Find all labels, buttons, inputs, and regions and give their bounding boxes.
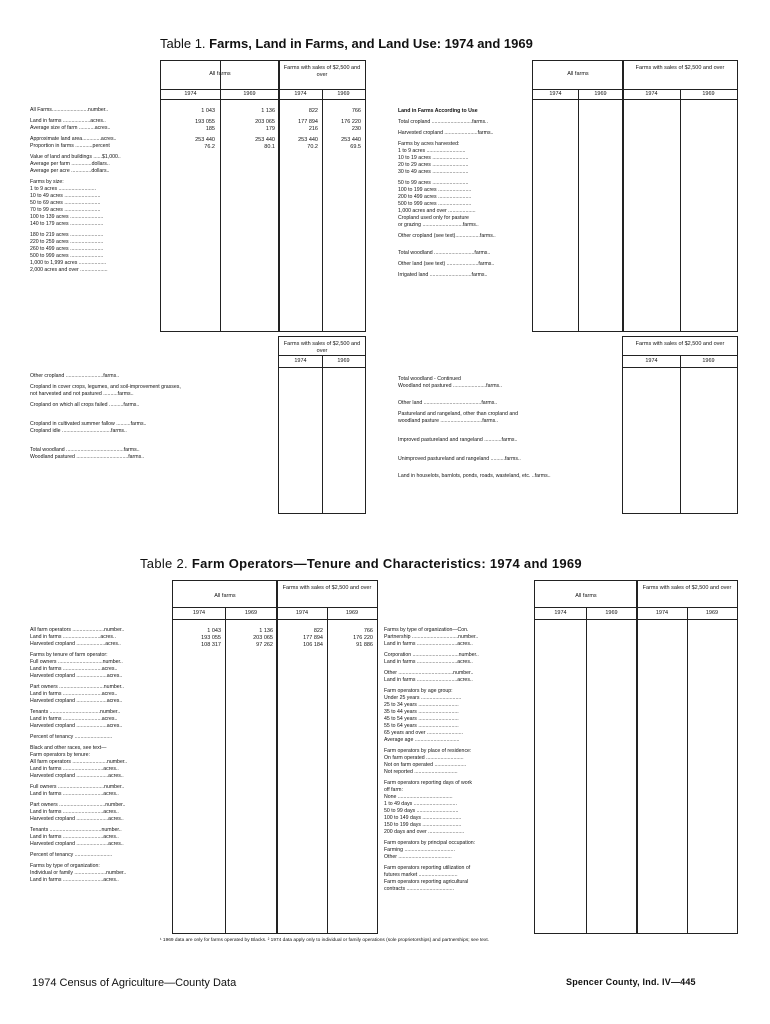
t1-row-label: Average per farm ..............dollars.. bbox=[30, 161, 110, 167]
footer-page-id: Spencer County, Ind. IV—445 bbox=[566, 977, 696, 987]
t1-row-label: Average size of farm ...........acres.. bbox=[30, 125, 111, 131]
t2-row-label: Part owners ...............................number.. bbox=[30, 684, 124, 690]
table2-prefix: Table 2. bbox=[140, 556, 188, 571]
t1-mid-label: Pastureland and rangeland, other than cropland and bbox=[398, 411, 518, 417]
t1-mid-label: 1 to 9 acres ........................... bbox=[398, 148, 466, 154]
t1-mid-label: Improved pastureland and rangeland ............farms.. bbox=[398, 437, 518, 443]
t2-row-label: Land in farms ............................acres.. bbox=[30, 877, 119, 883]
t2-row-label: Land in farms ............................acres.. bbox=[30, 809, 119, 815]
t2-mid-label: 200 days and over ......................... bbox=[384, 829, 465, 835]
t2-mid-label: 45 to 54 years ............................ bbox=[384, 716, 459, 722]
t1-row-label: 2,000 acres and over ................... bbox=[30, 267, 108, 273]
t1-row-label: Other cropland ..........................farms.. bbox=[30, 373, 120, 379]
footer-publication-title: 1974 Census of Agriculture—County Data bbox=[32, 977, 237, 989]
t2-row-label: Harvested cropland .....................acres.. bbox=[30, 673, 123, 679]
t1-sales-header: Farms with sales of $2,500 and over bbox=[283, 65, 361, 78]
t2-value: 106 184 bbox=[303, 642, 323, 648]
t2-row-label: Percent of tenancy .......................... bbox=[30, 852, 113, 858]
t1-row-label: Total woodland ........................................farms.. bbox=[30, 447, 140, 453]
table1-main-title: Farms, Land in Farms, and Land Use: 1974 and 1969 bbox=[209, 36, 533, 51]
t2-mid-label: 150 to 199 days ........................... bbox=[384, 822, 462, 828]
t2-value: 1 136 bbox=[259, 628, 273, 634]
t1-sales-panel-lower bbox=[278, 336, 366, 514]
t1-mid-label: woodland pasture .............................farms.. bbox=[398, 418, 499, 424]
t1-mid-label: Total cropland ............................farms.. bbox=[398, 119, 488, 125]
t1-row-label: not harvested and not pastured ..........farms.. bbox=[30, 391, 134, 397]
t1-row-label: Cropland on which all crops failed ..........farms.. bbox=[30, 402, 140, 408]
t2-mid-label: 65 years and over ......................... bbox=[384, 730, 463, 736]
t2-mid-label: Farm operators by age group: bbox=[384, 688, 453, 694]
t2-value: 822 bbox=[313, 628, 323, 634]
t2-row-label: Harvested cropland ......................acres.. bbox=[30, 773, 124, 779]
table1-mid-labels bbox=[398, 108, 496, 279]
t2-value: 91 886 bbox=[356, 642, 373, 648]
t1-row-label: 1 to 9 acres .......................... bbox=[30, 186, 97, 192]
t1-value: 253 440 bbox=[195, 137, 215, 143]
t1-value: 253 440 bbox=[341, 137, 361, 143]
t1-mid-label: Other land ........................................farms.. bbox=[398, 400, 498, 406]
t1-sales-year-1974-lower: 1974 bbox=[294, 358, 307, 364]
t2-row-label: Land in farms ...........................acres.. bbox=[30, 691, 118, 697]
t2-row-label: All farm operators ......................number.. bbox=[30, 627, 125, 633]
t1-right-sales-year-1969-lower: 1969 bbox=[702, 358, 715, 364]
t2-mid-label: 55 to 64 years ............................ bbox=[384, 723, 459, 729]
t2-mid-label: 25 to 34 years ............................ bbox=[384, 702, 459, 708]
t2-mid-label: Farm operators by principal occupation: bbox=[384, 840, 476, 846]
t1-mid-label: Other cropland (see text).................farms.. bbox=[398, 233, 496, 239]
t2-row-label: Harvested cropland .....................acres.. bbox=[30, 723, 123, 729]
t2-row-label: Land in farms ...........................acres.. bbox=[30, 666, 118, 672]
t1-value: 176 220 bbox=[341, 119, 361, 125]
t1-value: 179 bbox=[265, 126, 275, 132]
t1-row-label: Average per acre ..............dollars.. bbox=[30, 168, 110, 174]
t1-mid-label: Total woodland - Continued bbox=[398, 376, 461, 382]
t1-right-sales-panel bbox=[622, 60, 738, 332]
table1-prefix: Table 1. bbox=[160, 36, 206, 51]
t1-row-label: 100 to 139 acres ....................... bbox=[30, 214, 104, 220]
t2-value: 176 220 bbox=[353, 635, 373, 641]
t2-mid-label: 1 to 49 days .............................. bbox=[384, 801, 457, 807]
t2-sales-panel bbox=[276, 580, 378, 934]
t1-value: 253 440 bbox=[298, 137, 318, 143]
t2-mid-label: Average age ............................... bbox=[384, 737, 460, 743]
t2-all-farms-panel bbox=[172, 580, 278, 934]
t2-value: 193 055 bbox=[201, 635, 221, 641]
t1-row-label: Value of land and buildings ......$1,000.. bbox=[30, 154, 121, 160]
t2-right-sales-panel bbox=[636, 580, 738, 934]
t1-sales-year-1969-lower: 1969 bbox=[337, 358, 350, 364]
t2-row-label: Harvested cropland ......................acres.. bbox=[30, 841, 124, 847]
t2-sales-year-1969: 1969 bbox=[345, 610, 359, 616]
t2-year-1969: 1969 bbox=[244, 610, 258, 616]
t2-row-label: Full owners ...............................number.. bbox=[30, 659, 123, 665]
t2-mid-label: 100 to 149 days ........................... bbox=[384, 815, 462, 821]
t1-sales-panel bbox=[278, 60, 366, 332]
t1-row-label: Woodland pastured ....................................farms.. bbox=[30, 454, 145, 460]
t1-sales-year-1974: 1974 bbox=[294, 91, 307, 97]
t1-mid-label: Cropland used only for pasture bbox=[398, 215, 469, 221]
t2-mid-label: Farming ................................... bbox=[384, 847, 455, 853]
t2-mid-label: Other ......................................number.. bbox=[384, 670, 474, 676]
t1-value: 177 894 bbox=[298, 119, 318, 125]
t1-row-label: 1,000 to 1,999 acres ................... bbox=[30, 260, 107, 266]
t1-value: 822 bbox=[308, 108, 318, 114]
t1-row-label: 180 to 219 acres ....................... bbox=[30, 232, 104, 238]
t2-row-label: Harvested cropland ......................acres.. bbox=[30, 816, 124, 822]
t2-mid-label: On farm operated .......................... bbox=[384, 755, 464, 761]
table1-mid-labels-lower bbox=[398, 376, 551, 480]
t1-row-label: 220 to 259 acres ....................... bbox=[30, 239, 104, 245]
t2-mid-label: Land in farms ............................acres.. bbox=[384, 677, 473, 683]
t1-mid-label: Other land (see text) ......................farms.. bbox=[398, 261, 495, 267]
t2-row-label: Land in farms ............................acres.. bbox=[30, 766, 119, 772]
t1-value: 76.2 bbox=[204, 144, 215, 150]
t1-value: 193 055 bbox=[195, 119, 215, 125]
t1-sales-header-lower: Farms with sales of $2,500 and over bbox=[283, 341, 361, 354]
t1-mid-label: 200 to 499 acres ....................... bbox=[398, 194, 472, 200]
t2-value: 766 bbox=[363, 628, 373, 634]
t1-all-farms-panel bbox=[160, 60, 280, 332]
t2-row-label: Full owners ................................number.. bbox=[30, 784, 125, 790]
t2-row-label: Land in farms ............................acres.. bbox=[30, 834, 119, 840]
t2-row-label: Part owners ................................number.. bbox=[30, 802, 126, 808]
t1-row-label: Proportion in farms ............percent bbox=[30, 143, 110, 149]
t1-mid-label: Total woodland ............................farms.. bbox=[398, 250, 491, 256]
t1-mid-label: 20 to 29 acres ......................... bbox=[398, 162, 469, 168]
t1-all-farms-header: All farms bbox=[209, 71, 231, 77]
t2-row-label: Land in farms ..........................acres.. bbox=[30, 634, 116, 640]
t2-mid-label: Other ..................................... bbox=[384, 854, 452, 860]
t2-mid-label: Not reported .............................. bbox=[384, 769, 458, 775]
t2-right-sales-year-1969: 1969 bbox=[705, 610, 719, 616]
t2-row-label: Black and other races, see text— bbox=[30, 745, 107, 751]
t1-value: 203 065 bbox=[255, 119, 275, 125]
t1-value: 216 bbox=[308, 126, 318, 132]
t1-value: 70.2 bbox=[307, 144, 318, 150]
t1-value: 80.1 bbox=[264, 144, 275, 150]
t1-row-label: Approximate land area.............acres.. bbox=[30, 136, 117, 142]
t2-row-label: Farms by type of organization: bbox=[30, 863, 100, 869]
t1-right-sales-year-1974: 1974 bbox=[645, 91, 658, 97]
table1-left-labels-lower bbox=[30, 373, 181, 461]
t2-mid-label: Land in farms ............................acres.. bbox=[384, 641, 473, 647]
footnote: ¹ 1969 data are only for farms operated by Blacks. ² 1974 data apply only to individual or family operations (sole proprietorships) and partnerships; see text. bbox=[160, 938, 490, 943]
t2-value: 1 043 bbox=[207, 628, 221, 634]
t1-row-label: 260 to 499 acres ....................... bbox=[30, 246, 104, 252]
t2-row-label: Individual or family ......................number.. bbox=[30, 870, 127, 876]
t2-row-label: Percent of tenancy .......................... bbox=[30, 734, 113, 740]
t2-value: 177 894 bbox=[303, 635, 323, 641]
t2-mid-label: Farm operators reporting days of work bbox=[384, 780, 472, 786]
t2-right-all-header: All farms bbox=[575, 593, 597, 599]
t1-row-label: 500 to 999 acres ....................... bbox=[30, 253, 104, 259]
t1-row-label: 140 to 179 acres ....................... bbox=[30, 221, 104, 227]
t1-mid-label: 500 to 999 acres ....................... bbox=[398, 201, 472, 207]
t1-right-year-1969: 1969 bbox=[594, 91, 607, 97]
t1-mid-label: 100 to 199 acres ....................... bbox=[398, 187, 472, 193]
t2-mid-label: Land in farms ............................acres.. bbox=[384, 659, 473, 665]
t1-value: 1 136 bbox=[261, 108, 275, 114]
t2-value: 203 065 bbox=[253, 635, 273, 641]
t2-mid-label: None ...................................... bbox=[384, 794, 453, 800]
t1-mid-label: Unimproved pastureland and rangeland ..........farms.. bbox=[398, 456, 521, 462]
t1-mid-label: 50 to 99 acres ......................... bbox=[398, 180, 469, 186]
t1-right-all-header: All farms bbox=[567, 71, 589, 77]
t2-mid-label: Farm operators reporting utilization of bbox=[384, 865, 471, 871]
table2-left-labels bbox=[30, 627, 127, 884]
t1-right-sales-year-1974-lower: 1974 bbox=[645, 358, 658, 364]
t1-row-label: Farms by size: bbox=[30, 179, 64, 185]
t2-mid-label: contracts ................................. bbox=[384, 886, 455, 892]
t2-mid-label: Not on farm operated ...................... bbox=[384, 762, 467, 768]
t2-mid-label: Farm operators by place of residence: bbox=[384, 748, 472, 754]
t2-mid-label: Partnership ................................number.. bbox=[384, 634, 479, 640]
t1-row-label: Cropland in cover crops, legumes, and soil-improvement grasses, bbox=[30, 384, 181, 390]
t1-row-label: Cropland idle ..................................farms.. bbox=[30, 428, 127, 434]
t1-right-all-panel bbox=[532, 60, 624, 332]
t1-row-label: 70 to 99 acres ......................... bbox=[30, 207, 101, 213]
t2-mid-label: 35 to 44 years ............................ bbox=[384, 709, 459, 715]
table1-title bbox=[160, 36, 533, 51]
t1-year-1974: 1974 bbox=[184, 91, 197, 97]
t1-mid-label: Farms by acres harvested: bbox=[398, 141, 460, 147]
t1-right-sales-panel-lower bbox=[622, 336, 738, 514]
t2-mid-label: Farm operators reporting agricultural bbox=[384, 879, 469, 885]
t1-row-label: 50 to 69 acres ......................... bbox=[30, 200, 101, 206]
t2-right-all-panel bbox=[534, 580, 638, 934]
t2-value: 97 262 bbox=[256, 642, 273, 648]
t1-mid-label: 1,000 acres and over ................... bbox=[398, 208, 476, 214]
t1-year-1969: 1969 bbox=[243, 91, 256, 97]
t2-mid-label: Farms by type of organization—Con. bbox=[384, 627, 469, 633]
t1-value: 253 440 bbox=[255, 137, 275, 143]
table2-title bbox=[140, 556, 582, 571]
t1-value: 1 043 bbox=[201, 108, 215, 114]
t1-mid-heading: Land in Farms According to Use bbox=[398, 108, 478, 114]
t1-mid-label: 30 to 49 acres ......................... bbox=[398, 169, 469, 175]
t1-mid-label: 10 to 19 acres ......................... bbox=[398, 155, 469, 161]
t1-mid-label: Irrigated land .............................farms.. bbox=[398, 272, 488, 278]
t1-mid-label: Harvested cropland .......................farms.. bbox=[398, 130, 494, 136]
t1-mid-label: Woodland not pastured .......................farms.. bbox=[398, 383, 502, 389]
t1-value: 185 bbox=[205, 126, 215, 132]
t2-mid-label: Corporation ................................number.. bbox=[384, 652, 479, 658]
t1-sales-year-1969: 1969 bbox=[337, 91, 350, 97]
table2-main-title: Farm Operators—Tenure and Characteristics: 1974 and 1969 bbox=[191, 556, 582, 571]
table1-left-labels bbox=[30, 107, 121, 274]
t2-year-1974: 1974 bbox=[192, 610, 206, 616]
table2-mid-labels bbox=[384, 627, 479, 893]
t1-value: 69.5 bbox=[350, 144, 361, 150]
t1-right-sales-year-1969: 1969 bbox=[702, 91, 715, 97]
t1-value: 230 bbox=[351, 126, 361, 132]
t2-mid-label: 50 to 99 days ............................. bbox=[384, 808, 459, 814]
t2-row-label: Land in farms ...........................acres.. bbox=[30, 716, 118, 722]
t1-row-label: 10 to 49 acres ......................... bbox=[30, 193, 101, 199]
t2-mid-label: futures market ........................... bbox=[384, 872, 458, 878]
t2-right-sales-header: Farms with sales of $2,500 and over bbox=[642, 585, 732, 591]
t2-row-label: Land in farms ............................acres.. bbox=[30, 791, 119, 797]
t2-row-label: Harvested cropland ....................acres.. bbox=[30, 641, 121, 647]
t2-row-label: Tenants ...................................number.. bbox=[30, 709, 121, 715]
t2-row-label: All farm operators ........................number.. bbox=[30, 759, 128, 765]
t1-value: 766 bbox=[351, 108, 361, 114]
t2-all-farms-header: All farms bbox=[214, 593, 236, 599]
t1-row-label: All Farms.........................number.. bbox=[30, 107, 109, 113]
t1-right-sales-header: Farms with sales of $2,500 and over bbox=[635, 65, 725, 71]
t2-row-label: Tenants ....................................number.. bbox=[30, 827, 122, 833]
t2-right-year-1974: 1974 bbox=[554, 610, 567, 616]
t2-row-label: Farms by tenure of farm operator: bbox=[30, 652, 108, 658]
t1-row-label: Land in farms ...................acres.. bbox=[30, 118, 106, 124]
t2-sales-year-1974: 1974 bbox=[295, 610, 309, 616]
t2-right-year-1969: 1969 bbox=[605, 610, 618, 616]
t1-mid-label: Land in houselots, barnlots, ponds, roads, wasteland, etc. ..farms.. bbox=[398, 473, 551, 479]
t2-mid-label: Under 25 years ............................ bbox=[384, 695, 462, 701]
t2-value: 108 317 bbox=[201, 642, 221, 648]
t2-right-sales-year-1974: 1974 bbox=[655, 610, 669, 616]
t2-row-label: Farm operators by tenure: bbox=[30, 752, 90, 758]
t2-mid-label: off farm: bbox=[384, 787, 403, 793]
t2-sales-header: Farms with sales of $2,500 and over bbox=[282, 585, 372, 591]
t1-right-year-1974: 1974 bbox=[549, 91, 562, 97]
t1-row-label: Cropland in cultivated summer fallow ..........farms.. bbox=[30, 421, 147, 427]
t1-mid-label: or grazing ............................farms.. bbox=[398, 222, 479, 228]
t2-row-label: Harvested cropland .....................acres.. bbox=[30, 698, 123, 704]
t1-right-sales-header-lower: Farms with sales of $2,500 and over bbox=[635, 341, 725, 347]
